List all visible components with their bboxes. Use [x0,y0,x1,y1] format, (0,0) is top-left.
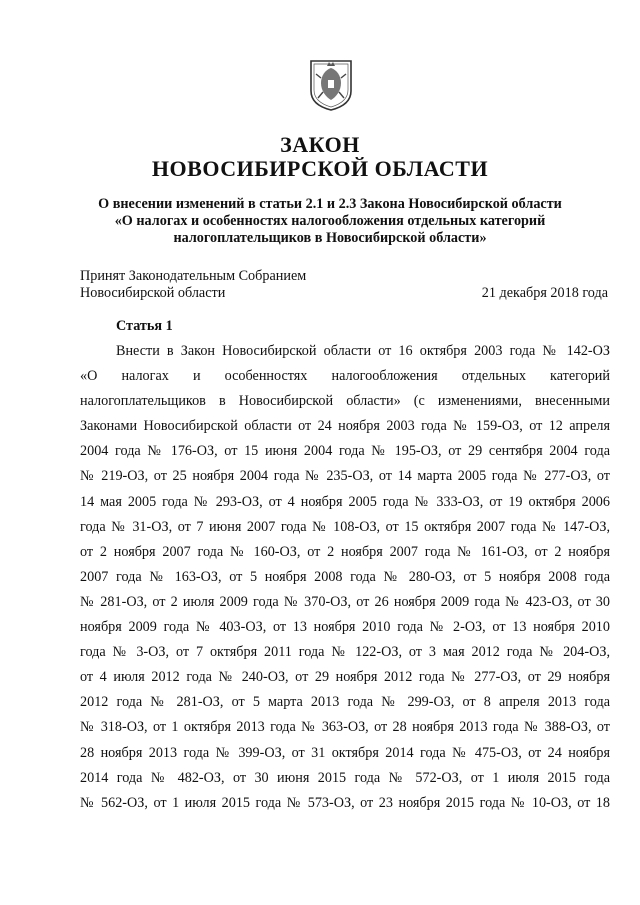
article-line: года № 31-ОЗ, от 7 июня 2007 года № 108-ОЗ, от 15 октября 2007 года № 147-ОЗ, [80,518,610,535]
article-body [80,339,610,816]
article-line: от 4 июля 2012 года № 240-ОЗ, от 29 ноября 2012 года № 277-ОЗ, от 29 ноября [80,669,610,686]
subtitle-line: налогоплательщиков в Новосибирской области» [173,230,487,246]
region-title: НОВОСИБИРСКОЙ ОБЛАСТИ [151,156,489,181]
article-line: года № 3-ОЗ, от 7 октября 2011 года № 122-ОЗ, от 3 мая 2012 года № 204-ОЗ, [80,644,610,661]
adoption-line: Принят Законодательным Собранием [80,268,307,284]
law-subtitle [80,196,580,247]
adoption-block [80,268,610,302]
article-line: № 281-ОЗ, от 2 июля 2009 года № 370-ОЗ, от 26 ноября 2009 года № 423-ОЗ, от 30 [80,593,610,610]
adoption-date: 21 декабря 2018 года [481,285,608,301]
article-line: Законами Новосибирской области от 24 ноября 2003 года № 159-ОЗ, от 12 апреля [80,418,610,435]
law-title: ЗАКОН [280,132,360,157]
article-line: 28 ноября 2013 года № 399-ОЗ, от 31 октября 2014 года № 475-ОЗ, от 24 ноября [80,744,610,761]
adoption-line: Новосибирской области [80,285,226,301]
article-line: «О налогах и особенностях налогообложения отдельных категорий [80,368,610,385]
article-line: Внести в Закон Новосибирской области от 16 октября 2003 года № 142-ОЗ [116,343,610,359]
coat-of-arms-emblem [308,58,354,112]
article-line: 2007 года № 163-ОЗ, от 5 ноября 2008 года № 280-ОЗ, от 5 ноября 2008 года [80,568,610,585]
article-line: 14 мая 2005 года № 293-ОЗ, от 4 ноября 2005 года № 333-ОЗ, от 19 октября 2006 [80,493,610,510]
article-line: 2004 года № 176-ОЗ, от 15 июня 2004 года № 195-ОЗ, от 29 сентября 2004 года [80,443,610,460]
article-line: 2014 года № 482-ОЗ, от 30 июня 2015 года № 572-ОЗ, от 1 июля 2015 года [80,769,610,786]
article-line: 2012 года № 281-ОЗ, от 5 марта 2013 года № 299-ОЗ, от 8 апреля 2013 года [80,694,610,711]
subtitle-line: «О налогах и особенностях налогообложения отдельных категорий [114,213,546,229]
article-line: от 2 ноября 2007 года № 160-ОЗ, от 2 ноября 2007 года № 161-ОЗ, от 2 ноября [80,543,610,560]
article-heading: Статья 1 [116,318,173,334]
article-line: ноября 2009 года № 403-ОЗ, от 13 ноября 2010 года № 2-ОЗ, от 13 ноября 2010 [80,619,610,636]
subtitle-line: О внесении изменений в статьи 2.1 и 2.3 Закона Новосибирской области [98,196,562,212]
article-line: № 219-ОЗ, от 25 ноября 2004 года № 235-ОЗ, от 14 марта 2005 года № 277-ОЗ, от [80,468,610,485]
article-line: № 562-ОЗ, от 1 июля 2015 года № 573-ОЗ, от 23 ноября 2015 года № 10-ОЗ, от 18 [80,794,610,811]
article-line: налогоплательщиков в Новосибирской области» (с изменениями, внесенными [80,393,610,410]
article-line: № 318-ОЗ, от 1 октября 2013 года № 363-ОЗ, от 28 ноября 2013 года № 388-ОЗ, от [80,719,610,736]
